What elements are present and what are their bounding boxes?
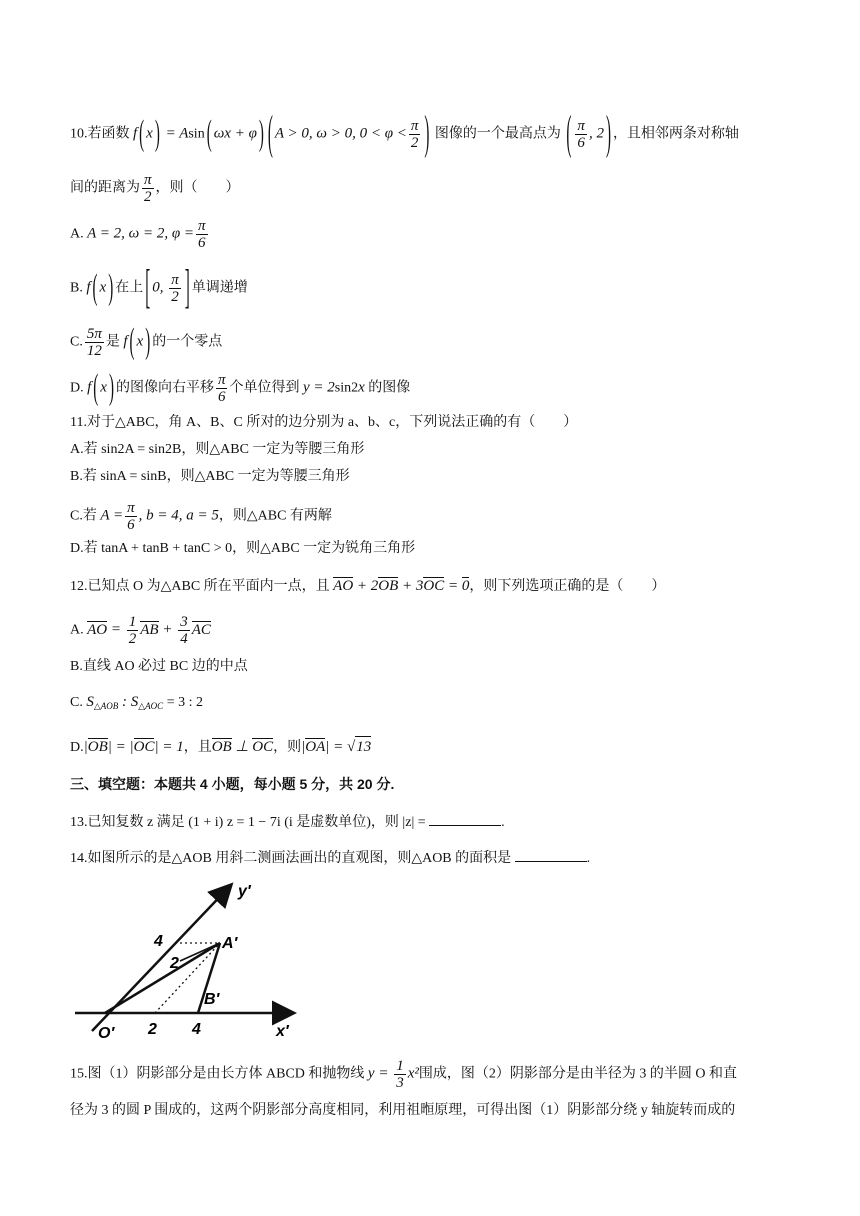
q12-option-b: B.直线 AO 必过 BC 边的中点 bbox=[70, 659, 248, 674]
q10-option-d: D. f ( x ) 的图像向右平移 $\frac{\pi}{6}$ 个单位得到 y = 2sin2x 的图像 bbox=[70, 369, 411, 408]
q13-answer-blank[interactable] bbox=[429, 811, 501, 826]
x-tick-2: 2 bbox=[148, 1021, 157, 1038]
q13-stem: 13.已知复数 z 满足 (1 + i) z = 1 − 7i (i 是虚数单位)，则 |z| = . bbox=[70, 811, 505, 833]
point-b-label: B′ bbox=[204, 991, 220, 1008]
q15-line2: 径为 3 的圆 P 围成的，这两个阴影部分高度相同，利用祖暅原理，可得出图（1）阴影部分绕 y 轴旋转而成的 bbox=[70, 1103, 736, 1118]
q15-line1: 15.图（1）阴影部分是由长方体 ABCD 和抛物线 y = $\frac{1}{3}$ x²围成，图（2）阴影部分是由半径为 3 的半圆 O 和直 bbox=[70, 1058, 737, 1091]
origin-label: O′ bbox=[98, 1025, 115, 1042]
diag-label-2: 2 bbox=[170, 955, 179, 972]
q12-option-c: C. $S_{\triangle AOB}$ : $S_{\triangle AOC} = 3$ : 2 bbox=[70, 694, 203, 711]
x-axis-label: x′ bbox=[276, 1023, 289, 1040]
q11-option-a: A.若 sin2A = sin2B，则△ABC 一定为等腰三角形 bbox=[70, 442, 365, 457]
segment-oa bbox=[105, 943, 220, 1013]
q10-stem-line1: 10.若函数 f ( x ) = Asin ( ωx + φ ) ( A > 0, ω > 0, 0 < φ < $\frac{\pi}{2}$ ) 图像的一个最高点为 ( $\frac{\pi}{6}$ , 2 ) ，且相邻两条对称轴 bbox=[70, 108, 739, 161]
q10-option-a: A. A = 2, ω = 2, φ = $\frac{\pi}{6}$ bbox=[70, 218, 206, 251]
q12-option-d: D.|OB| = |OC| = 1，且OB ⊥ OC，则|OA| = √13 bbox=[70, 736, 371, 758]
q10-stem-line2: 间的距离为 $\frac{\pi}{2}$ ，则（ ） bbox=[70, 172, 240, 205]
x-tick-4: 4 bbox=[192, 1021, 201, 1038]
q10-option-b: B. f ( x ) 在上 [ 0, $\frac{\pi}{2}$ ] 单调递增 bbox=[70, 262, 248, 315]
y-axis-label: y′ bbox=[238, 883, 251, 900]
section-title: 三、填空题：本题共 4 小题，每小题 5 分，共 20 分. bbox=[70, 776, 395, 792]
q11-option-d: D.若 tanA + tanB + tanC > 0，则△ABC 一定为锐角三角形 bbox=[70, 541, 416, 556]
q12-option-a: A. AO = $\frac{1}{2}$ AB + $\frac{3}{4}$ AC bbox=[70, 614, 211, 647]
q10-option-c: C. $\frac{5\pi}{12}$ 是 f ( x ) 的一个零点 bbox=[70, 323, 223, 362]
q10-number: 10. bbox=[70, 126, 88, 142]
oblique-triangle-figure bbox=[70, 876, 310, 1046]
q14-answer-blank[interactable] bbox=[515, 847, 587, 862]
q11-stem: 11.对于△ABC，角 A、B、C 所对的边分别为 a、b、c，下列说法正确的有（ ） bbox=[70, 415, 578, 430]
q14-stem: 14.如图所示的是△AOB 用斜二测画法画出的直观图，则△AOB 的面积是 . bbox=[70, 847, 590, 869]
q12-stem: 12.已知点 O 为△ABC 所在平面内一点，且 AO + 2OB + 3OC = 0，则下列选项正确的是（ ） bbox=[70, 578, 666, 594]
point-a-label: A′ bbox=[222, 935, 238, 952]
q11-option-b: B.若 sinA = sinB，则△ABC 一定为等腰三角形 bbox=[70, 469, 350, 484]
q10-function: f bbox=[133, 125, 138, 142]
q11-option-c: C.若 A = $\frac{\pi}{6}$ , b = 4, a = 5，则△ABC 有两解 bbox=[70, 500, 332, 533]
y-tick-4: 4 bbox=[154, 933, 163, 950]
